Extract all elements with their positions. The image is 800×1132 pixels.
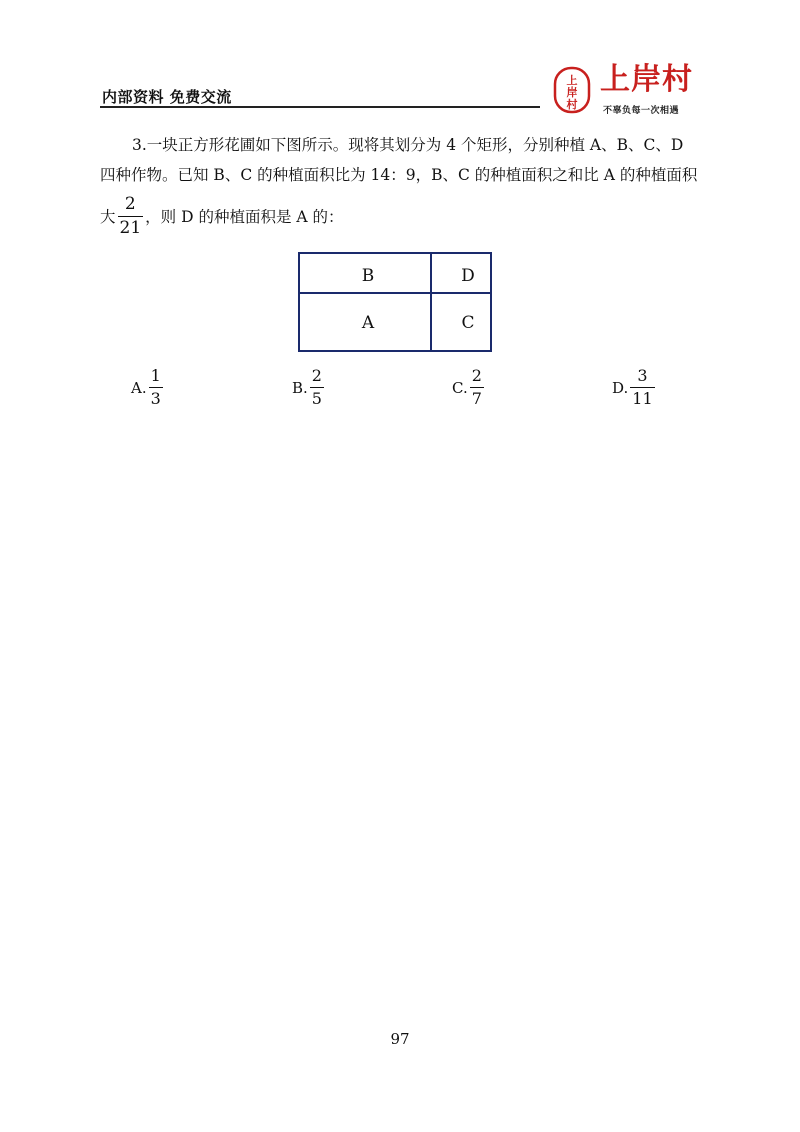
option-d-denominator: 11 bbox=[632, 389, 653, 408]
logo-seal-icon bbox=[553, 66, 591, 114]
option-d-label: D. bbox=[612, 378, 629, 397]
cell-label-c: C bbox=[461, 313, 475, 333]
question-block bbox=[100, 130, 704, 237]
option-a-label: A. bbox=[131, 378, 147, 397]
option-c[interactable] bbox=[452, 368, 486, 407]
fraction-denominator: 21 bbox=[119, 218, 142, 238]
question-line-3-prefix: 大 bbox=[100, 207, 116, 226]
option-b-label: B. bbox=[292, 378, 308, 397]
option-b-fraction bbox=[310, 368, 324, 407]
question-line-3-suffix: ，则 D 的种植面积是 A 的： bbox=[145, 207, 344, 226]
option-b-denominator: 5 bbox=[311, 389, 322, 408]
svg-text:村: 村 bbox=[566, 98, 578, 111]
garden-diagram bbox=[298, 252, 492, 352]
svg-text:上: 上 bbox=[566, 74, 578, 87]
option-a[interactable] bbox=[131, 368, 165, 407]
option-c-fraction bbox=[470, 368, 484, 407]
header-divider bbox=[100, 106, 540, 108]
logo-title: 上岸村 bbox=[600, 62, 693, 97]
option-b-numerator: 2 bbox=[311, 366, 322, 385]
option-d[interactable] bbox=[612, 368, 657, 407]
header-text: 内部资料 免费交流 bbox=[102, 88, 232, 106]
question-line-2: 四种作物。已知 B、C 的种植面积比为 14：9，B、C 的种植面积之和比 A 的种植面积 bbox=[100, 166, 698, 184]
option-c-denominator: 7 bbox=[471, 389, 482, 408]
logo-slogan: 不辜负每一次相遇 bbox=[603, 106, 680, 116]
fraction-numerator: 2 bbox=[124, 194, 136, 214]
option-c-label: C. bbox=[452, 378, 468, 397]
page-number: 97 bbox=[390, 1030, 410, 1048]
option-c-numerator: 2 bbox=[471, 366, 482, 385]
answer-options bbox=[0, 368, 800, 418]
cell-label-b: B bbox=[361, 266, 375, 286]
option-d-fraction bbox=[630, 368, 654, 407]
option-d-numerator: 3 bbox=[637, 366, 648, 385]
question-line-3 bbox=[100, 196, 704, 237]
question-line-1: 3.一块正方形花圃如下图所示。现将其划分为 4 个矩形，分别种植 A、B、C、D bbox=[132, 136, 684, 154]
option-a-denominator: 3 bbox=[150, 389, 161, 408]
cell-label-a: A bbox=[361, 313, 375, 333]
option-a-numerator: 1 bbox=[150, 366, 161, 385]
svg-text:岸: 岸 bbox=[566, 86, 578, 99]
option-a-fraction bbox=[149, 368, 163, 407]
question-fraction bbox=[118, 196, 144, 237]
option-b[interactable] bbox=[292, 368, 326, 407]
cell-label-d: D bbox=[461, 266, 475, 286]
